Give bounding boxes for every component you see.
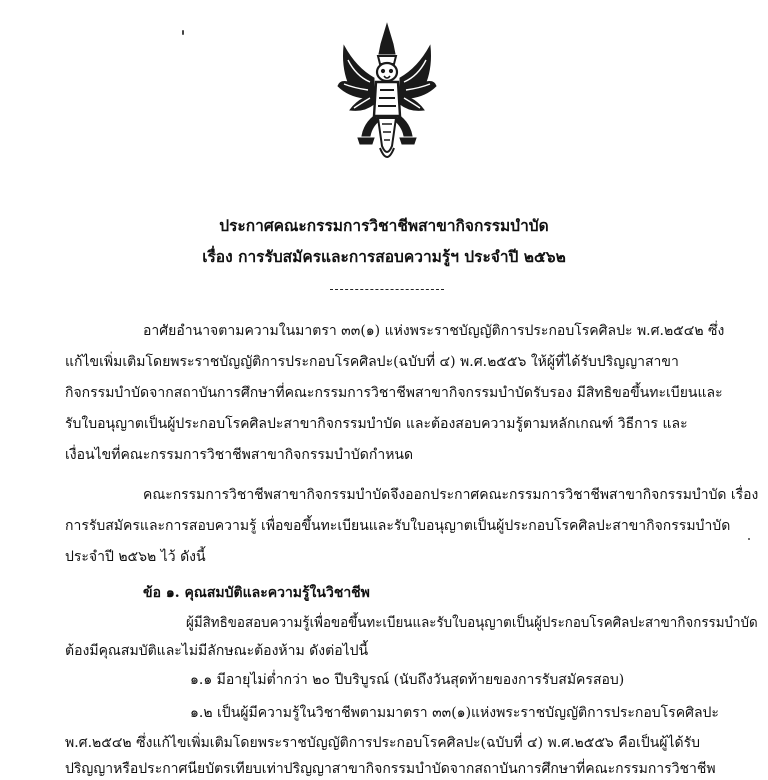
document-title: ประกาศคณะกรรมการวิชาชีพสาขากิจกรรมบำบัด <box>219 216 549 235</box>
paragraph-1-line: อาศัยอำนาจตามความในมาตรา ๓๓(๑) แห่งพระราชบัญญัติการประกอบโรคศิลปะ พ.ศ.๒๕๔๒ ซึ่ง <box>143 323 725 339</box>
section-1-intro-line: ผู้มีสิทธิขอสอบความรู้เพื่อขอขึ้นทะเบียนและรับใบอนุญาตเป็นผู้ประกอบโรคศิลปะสาขากิจกรรมบำบัด <box>186 615 758 631</box>
paragraph-1-line: รับใบอนุญาตเป็นผู้ประกอบโรคศิลปะสาขากิจกรรมบำบัด และต้องสอบความรู้ตามหลักเกณฑ์ วิธีการ และ <box>65 416 688 432</box>
item-1-2-line: ปริญญาหรือประกาศนียบัตรเทียบเท่าปริญญาสาขากิจกรรมบำบัดจากสถาบันการศึกษาที่คณะกรรมการวิชาชีพ <box>65 761 716 777</box>
item-1-1: ๑.๑ มีอายุไม่ต่ำกว่า ๒๐ ปีบริบูรณ์ (นับถึงวันสุดท้ายของการรับสมัครสอบ) <box>190 672 625 688</box>
scan-speck <box>182 30 184 35</box>
section-1-heading: ข้อ ๑. คุณสมบัติและความรู้ในวิชาชีพ <box>143 585 370 601</box>
paragraph-1-line: เงื่อนไขที่คณะกรรมการวิชาชีพสาขากิจกรรมบำบัดกำหนด <box>65 447 414 463</box>
paragraph-2-line: คณะกรรมการวิชาชีพสาขากิจกรรมบำบัดจึงออกประกาศคณะกรรมการวิชาชีพสาขากิจกรรมบำบัด เรื่อง <box>143 487 759 503</box>
paragraph-2-line: ประจำปี ๒๕๖๒ ไว้ ดังนี้ <box>65 549 206 565</box>
scan-speck <box>748 538 750 540</box>
garuda-emblem-icon <box>334 20 440 170</box>
item-1-2-line: ๑.๒ เป็นผู้มีความรู้ในวิชาชีพตามมาตรา ๓๓(๑)แห่งพระราชบัญญัติการประกอบโรคศิลปะ <box>190 705 719 721</box>
paragraph-2-line: การรับสมัครและการสอบความรู้ เพื่อขอขึ้นทะเบียนและรับใบอนุญาตเป็นผู้ประกอบโรคศิลปะสาขากิจกรรมบำบัด <box>65 518 731 534</box>
paragraph-1-line: กิจกรรมบำบัดจากสถาบันการศึกษาที่คณะกรรมการวิชาชีพสาขากิจกรรมบำบัดรับรอง มีสิทธิขอขึ้นทะเบียนและ <box>65 385 723 401</box>
section-1-intro-line: ต้องมีคุณสมบัติและไม่มีลักษณะต้องห้าม ดังต่อไปนี้ <box>65 643 369 659</box>
document-subject: เรื่อง การรับสมัครและการสอบความรู้ฯ ประจำปี ๒๕๖๒ <box>202 247 566 266</box>
item-1-2-line: พ.ศ.๒๕๔๒ ซึ่งแก้ไขเพิ่มเติมโดยพระราชบัญญัติการประกอบโรคศิลปะ(ฉบับที่ ๔) พ.ศ.๒๕๕๖ คือเป็นผู้ได้รับ <box>65 735 701 751</box>
paragraph-1-line: แก้ไขเพิ่มเติมโดยพระราชบัญญัติการประกอบโรคศิลปะ(ฉบับที่ ๔) พ.ศ.๒๕๕๖ ให้ผู้ที่ได้รับปริญญาสาขา <box>65 354 679 370</box>
title-divider <box>330 289 444 290</box>
